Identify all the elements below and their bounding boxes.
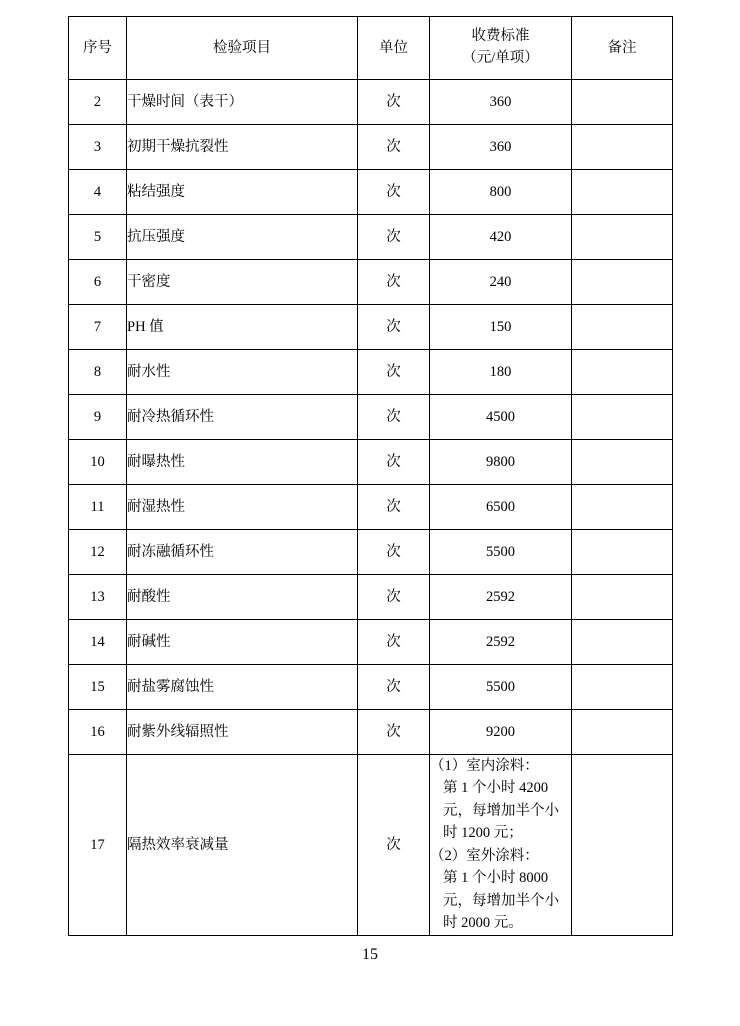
fee-line: （1）室内涂料： [430, 758, 539, 774]
table-row [69, 215, 673, 260]
cell-item: 耐湿热性 [127, 485, 358, 530]
cell-no: 17 [69, 755, 127, 936]
cell-item: 耐冻融循环性 [127, 530, 358, 575]
table-header-row [69, 17, 673, 80]
table-row [69, 305, 673, 350]
fee-line: 元，每增加半个小 [443, 802, 559, 819]
cell-fee: 2592 [430, 575, 572, 620]
cell-no: 2 [69, 80, 127, 125]
fee-line: 时 1200 元； [443, 825, 523, 842]
cell-no: 8 [69, 350, 127, 395]
cell-unit: 次 [358, 620, 430, 665]
cell-note [572, 125, 673, 170]
table-row [69, 125, 673, 170]
table-body [69, 80, 673, 936]
table-row [69, 575, 673, 620]
cell-note [572, 260, 673, 305]
cell-no: 16 [69, 710, 127, 755]
table-row [69, 710, 673, 755]
cell-no: 14 [69, 620, 127, 665]
cell-item: PH 值 [127, 305, 358, 350]
column-header-fee-line1: 收费标准 [471, 28, 530, 45]
table-row [69, 665, 673, 710]
table-row [69, 755, 673, 936]
cell-note [572, 350, 673, 395]
cell-no: 12 [69, 530, 127, 575]
cell-note [572, 575, 673, 620]
cell-fee: 180 [430, 350, 572, 395]
cell-note [572, 485, 673, 530]
column-header-fee-line2: （元/单项） [462, 50, 539, 66]
cell-note [572, 170, 673, 215]
cell-item: 耐水性 [127, 350, 358, 395]
cell-no: 13 [69, 575, 127, 620]
fee-line: 时 2000 元。 [443, 915, 523, 932]
cell-item: 干密度 [127, 260, 358, 305]
cell-note [572, 440, 673, 485]
cell-no: 7 [69, 305, 127, 350]
fee-line: 第 1 个小时 4200 [443, 780, 549, 797]
cell-fee: 9200 [430, 710, 572, 755]
cell-item: 抗压强度 [127, 215, 358, 260]
cell-item: 耐碱性 [127, 620, 358, 665]
table-row [69, 260, 673, 305]
cell-item: 耐紫外线辐照性 [127, 710, 358, 755]
cell-fee: 360 [430, 80, 572, 125]
cell-fee: 420 [430, 215, 572, 260]
cell-item: 耐盐雾腐蚀性 [127, 665, 358, 710]
cell-no: 9 [69, 395, 127, 440]
cell-no: 15 [69, 665, 127, 710]
cell-unit: 次 [358, 80, 430, 125]
cell-fee: 360 [430, 125, 572, 170]
cell-unit: 次 [358, 530, 430, 575]
cell-item: 粘结强度 [127, 170, 358, 215]
table-row [69, 80, 673, 125]
cell-item: 隔热效率衰减量 [127, 755, 358, 936]
cell-unit: 次 [358, 305, 430, 350]
cell-unit: 次 [358, 350, 430, 395]
cell-note [572, 530, 673, 575]
cell-item: 耐酸性 [127, 575, 358, 620]
inspection-fee-table [68, 16, 673, 936]
column-header-fee [430, 17, 572, 80]
cell-unit: 次 [358, 125, 430, 170]
cell-fee: 2592 [430, 620, 572, 665]
cell-fee: 9800 [430, 440, 572, 485]
cell-fee: 4500 [430, 395, 572, 440]
cell-fee: 150 [430, 305, 572, 350]
cell-note [572, 80, 673, 125]
cell-unit: 次 [358, 170, 430, 215]
table-header [69, 17, 673, 80]
cell-no: 11 [69, 485, 127, 530]
cell-fee [430, 755, 572, 936]
cell-unit: 次 [358, 395, 430, 440]
cell-unit: 次 [358, 665, 430, 710]
cell-item: 初期干燥抗裂性 [127, 125, 358, 170]
fee-line: （2）室外涂料： [430, 847, 539, 864]
cell-unit: 次 [358, 575, 430, 620]
cell-note [572, 665, 673, 710]
column-header-item: 检验项目 [127, 17, 358, 80]
table-row [69, 350, 673, 395]
cell-item: 干燥时间（表干） [127, 80, 358, 125]
cell-no: 10 [69, 440, 127, 485]
cell-note [572, 755, 673, 936]
cell-fee: 800 [430, 170, 572, 215]
cell-unit: 次 [358, 260, 430, 305]
cell-item: 耐冷热循环性 [127, 395, 358, 440]
cell-no: 6 [69, 260, 127, 305]
cell-no: 4 [69, 170, 127, 215]
column-header-note: 备注 [572, 17, 673, 80]
table-row [69, 485, 673, 530]
cell-note [572, 710, 673, 755]
cell-fee: 6500 [430, 485, 572, 530]
table-row [69, 530, 673, 575]
fee-line: 第 1 个小时 8000 [443, 870, 549, 887]
cell-unit: 次 [358, 215, 430, 260]
column-header-unit: 单位 [358, 17, 430, 80]
cell-note [572, 620, 673, 665]
table-row [69, 440, 673, 485]
table-row [69, 395, 673, 440]
cell-fee: 240 [430, 260, 572, 305]
table-row [69, 170, 673, 215]
cell-unit: 次 [358, 485, 430, 530]
page-number: 15 [362, 946, 378, 963]
column-header-no: 序号 [69, 17, 127, 80]
cell-note [572, 305, 673, 350]
cell-no: 5 [69, 215, 127, 260]
fee-line: 元，每增加半个小 [443, 892, 559, 909]
cell-unit: 次 [358, 755, 430, 936]
cell-item: 耐曝热性 [127, 440, 358, 485]
cell-unit: 次 [358, 710, 430, 755]
cell-note [572, 395, 673, 440]
cell-no: 3 [69, 125, 127, 170]
cell-fee: 5500 [430, 530, 572, 575]
cell-fee: 5500 [430, 665, 572, 710]
cell-note [572, 215, 673, 260]
cell-unit: 次 [358, 440, 430, 485]
table-row [69, 620, 673, 665]
